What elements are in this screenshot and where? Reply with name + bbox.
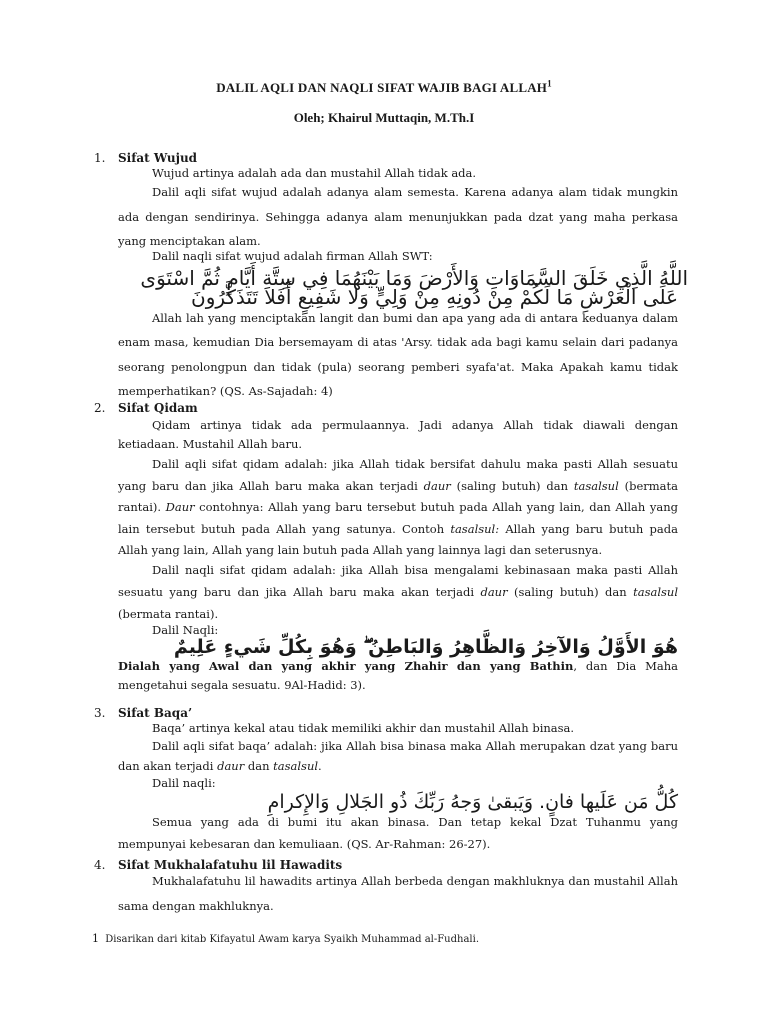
text-run: Dalil aqli sifat baqa’ adalah: jika Allah bisa binasa maka Allah merupakan dzat yang baru dan akan terjadi	[118, 739, 678, 773]
author-line: Oleh; Khairul Muttaqin, M.Th.I	[293, 110, 475, 125]
term-daur: Daur	[165, 500, 195, 514]
section-heading	[95, 857, 678, 873]
dalil-naqli-paragraph	[118, 559, 678, 625]
section-number: 3.	[94, 706, 106, 720]
definition-paragraph: Qidam artinya tidak ada permulaannya. Jadi adanya Allah tidak diawali dengan ketiadaan. Mustahil Allah baru.	[118, 418, 678, 451]
dalil-naqli-label: Dalil Naqli:	[152, 622, 219, 637]
translation-rest: , dan Dia Maha mengetahui segala sesuatu. 9Al-Hadid: 3).	[118, 658, 678, 692]
dalil-naqli-intro: Dalil naqli sifat wujud adalah firman Allah SWT:	[152, 248, 433, 263]
section-number: 1.	[94, 151, 106, 165]
term-daur: daur	[217, 759, 245, 773]
section-title: Sifat Qidam	[118, 401, 198, 415]
definition-paragraph: Baqa’ artinya kekal atau tidak memiliki akhir dan mustahil Allah binasa.	[152, 721, 575, 735]
text-run: (bermata rantai).	[118, 478, 679, 514]
text-run: contohnya: Allah yang baru tersebut butuh pada Allah yang lain, dan Allah yang lain tersebut butuh pada Allah yang satunya. Contoh	[118, 500, 678, 536]
section-title: Sifat Mukhalafatuhu lil Hawadits	[118, 858, 343, 872]
text-run: (saling butuh) dan	[507, 584, 634, 599]
section-sifat-qidam	[95, 400, 678, 695]
term-tasalsul: tasalsul	[633, 584, 678, 599]
section-heading	[95, 400, 678, 416]
translation-bold: Dialah yang Awal dan yang akhir yang Zhahir dan yang Bathin	[118, 658, 574, 673]
dalil-aqli-paragraph	[118, 736, 678, 776]
arabic-verse-line-1: اللَّهُ الَّذِي خَلَقَ السَّمَاوَاتِ وَالأَرْضَ وَمَا بَيْنَهُمَا فِي سِتَّةِ أَيَّامٍ ثُمَّ اسْتَوَى	[140, 265, 688, 290]
term-daur: daur	[423, 478, 451, 493]
arabic-verse: كُلُّ مَن عَلَيها فانٍ. وَيَبقىٰ وَجهُ رَبِّكَ ذُو الجَلالِ وَالإِكرامِ	[267, 791, 678, 813]
footnote-number: 1	[92, 932, 99, 945]
dalil-aqli-paragraph: Dalil aqli sifat wujud adalah adanya alam semesta. Karena adanya alam tidak mungkin ada dengan sendirinya. Sehingga adanya alam menunjukkan pada dzat yang maha perkasa yang menciptakan alam.	[118, 185, 678, 248]
text-run: dan	[244, 759, 274, 773]
arabic-verse-line-2: عَلَى الْعَرْشِ مَا لَكُمْ مِنْ دُونِهِ مِنْ وَلِيٍّ وَلا شَفِيعٍ أَفَلا تَتَذَكَّرُونَ	[191, 284, 678, 309]
footnote-marker: 1	[547, 78, 552, 89]
arabic-verse: هُوَ الأَوَّلُ وَالآخِرُ وَالظَّاهِرُ وَالبَاطِنُ ۖ وَهُوَ بِكُلِّ شَيءٍ عَلِيمٌ	[173, 635, 678, 658]
dalil-naqli-label: Dalil naqli:	[152, 776, 216, 790]
text-run: .	[318, 759, 322, 773]
section-sifat-baqa	[95, 705, 678, 855]
title-text: DALIL AQLI DAN NAQLI SIFAT WAJIB BAGI ALLAH	[216, 80, 548, 95]
dalil-aqli-paragraph	[118, 454, 678, 562]
text-run: Allah yang baru butuh pada Allah yang lain, Allah yang lain butuh pada Allah yang lainnya lagi dan seterusnya.	[118, 521, 678, 557]
term-tasalsul: tasalsul	[273, 759, 319, 773]
term-daur: daur	[480, 584, 508, 599]
page-title	[0, 80, 768, 96]
section-number: 2.	[94, 401, 106, 415]
section-sifat-mukhalafatuhu	[95, 857, 678, 919]
definition-paragraph: Wujud artinya adalah ada dan mustahil Allah tidak ada.	[152, 166, 477, 180]
term-tasalsul: tasalsul	[573, 478, 619, 493]
footnote	[92, 932, 479, 945]
verse-translation: Semua yang ada di bumi itu akan binasa. Dan tetap kekal Dzat Tuhanmu yang mempunyai kebesaran dan kemuliaan. (QS. Ar-Rahman: 26-27).	[118, 815, 678, 851]
verse-translation: Allah lah yang menciptakan langit dan bumi dan apa yang ada di antara keduanya dalam enam masa, kemudian Dia bersemayam di atas 'Arsy. tidak ada bagi kamu selain dari padanya seorang penolongpun dan tidak (pula) seorang pemberi syafa'at. Maka Apakah kamu tidak memperhatikan? (QS. As-Sajadah: 4)	[118, 310, 678, 398]
term-tasalsul: tasalsul:	[450, 521, 500, 536]
section-title: Sifat Baqa’	[118, 706, 193, 720]
text-run: Dalil naqli sifat qidam adalah: jika Allah bisa mengalami kebinasaan maka pasti Allah sesuatu yang baru dan jika Allah baru maka akan terjadi	[118, 562, 678, 599]
section-sifat-wujud	[94, 150, 688, 404]
text-run: (saling butuh) dan	[450, 478, 574, 493]
section-title: Sifat Wujud	[118, 151, 198, 165]
section-heading	[95, 150, 678, 166]
section-number: 4.	[94, 858, 106, 872]
text-run: Dalil aqli sifat qidam adalah: jika Allah tidak bersifat dahulu maka pasti Allah sesuatu yang baru dan jika Allah baru maka akan terjadi	[118, 457, 678, 493]
definition-paragraph: Mukhalafatuhu lil hawadits artinya Allah berbeda dengan makhluknya dan mustahil Allah sama dengan makhluknya.	[118, 874, 678, 913]
section-heading	[95, 705, 678, 721]
verse-translation	[118, 657, 678, 695]
text-run: (bermata rantai).	[118, 606, 219, 621]
footnote-text: Disarikan dari kitab Kifayatul Awam karya Syaikh Muhammad al-Fudhali.	[105, 934, 480, 945]
